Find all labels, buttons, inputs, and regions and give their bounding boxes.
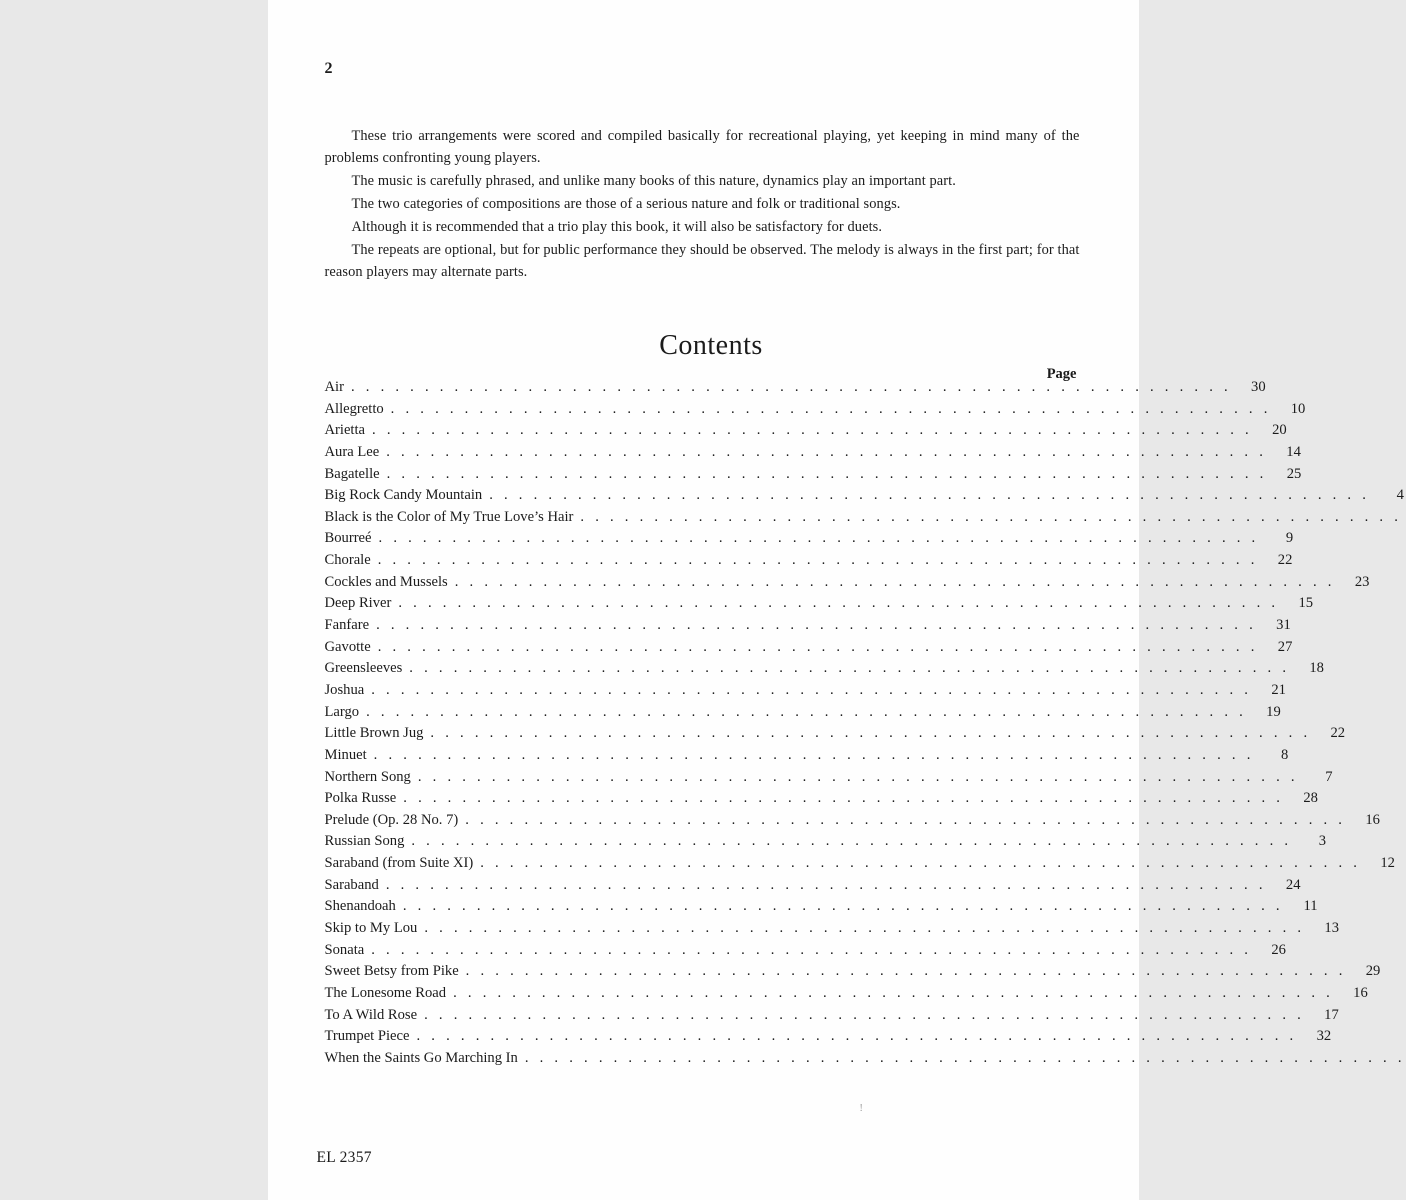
toc-page: 3 xyxy=(1318,833,1327,850)
toc-row xyxy=(324,898,1318,920)
toc-title-cell xyxy=(325,660,1286,677)
dot-leader xyxy=(369,617,1253,634)
dot-leader xyxy=(411,769,1295,786)
toc-title: Prelude (Op. 28 No. 7) xyxy=(324,811,459,828)
toc-title-cell xyxy=(325,466,1264,483)
toc-title-cell xyxy=(325,747,1251,764)
dot-leader xyxy=(359,704,1243,721)
toc-title: Skip to My Lou xyxy=(324,920,418,937)
dot-leader xyxy=(448,574,1332,591)
toc-title-cell xyxy=(325,379,1228,396)
dot-leader xyxy=(518,1050,1402,1067)
toc-row xyxy=(324,530,1294,552)
toc-title: Cockles and Mussels xyxy=(324,573,448,590)
toc-title: Deep River xyxy=(324,595,392,612)
intro-text xyxy=(325,126,1080,285)
toc-page xyxy=(1402,1050,1406,1067)
dot-leader xyxy=(459,963,1343,980)
dot-leader xyxy=(402,660,1286,677)
toc-list xyxy=(324,379,1404,1072)
toc-page: 29 xyxy=(1365,963,1381,980)
toc-title-cell xyxy=(325,422,1249,439)
toc-page: 13 xyxy=(1324,920,1340,937)
toc-title-cell xyxy=(325,704,1243,721)
toc-title: Little Brown Jug xyxy=(324,725,424,742)
dot-leader xyxy=(396,790,1280,807)
toc-title-cell xyxy=(325,1007,1301,1024)
toc-page: 30 xyxy=(1251,379,1266,395)
toc-title: Sonata xyxy=(324,941,365,958)
scanned-book-page xyxy=(268,0,1404,1200)
dot-leader xyxy=(482,487,1366,504)
toc-title-cell xyxy=(325,790,1280,807)
dot-leader xyxy=(379,877,1263,894)
dot-leader xyxy=(391,595,1275,612)
toc-title: Aura Lee xyxy=(324,443,380,460)
toc-page: 19 xyxy=(1266,703,1281,720)
toc-page: 32 xyxy=(1316,1028,1332,1045)
dot-leader xyxy=(371,552,1255,569)
dot-leader xyxy=(365,422,1249,439)
toc-page: 10 xyxy=(1290,400,1306,417)
toc-title: To A Wild Rose xyxy=(324,1006,418,1023)
toc-title-cell xyxy=(325,898,1280,915)
dot-leader xyxy=(573,509,1406,526)
toc-row xyxy=(324,400,1306,423)
toc-title-cell xyxy=(325,942,1248,959)
toc-page: 21 xyxy=(1271,681,1286,698)
toc-title-cell xyxy=(325,920,1302,937)
toc-title-cell xyxy=(325,552,1255,569)
toc-page: 22 xyxy=(1330,725,1346,742)
dot-leader xyxy=(384,401,1268,418)
dot-leader xyxy=(379,444,1263,461)
toc-page: 15 xyxy=(1298,595,1314,612)
page-column-label: Page xyxy=(1046,366,1077,382)
dot-leader xyxy=(417,920,1301,937)
toc-title-cell xyxy=(325,812,1342,829)
toc-title: When the Saints Go Marching In xyxy=(324,1049,518,1066)
dot-leader xyxy=(380,466,1264,483)
toc-row xyxy=(324,1006,1339,1029)
toc-row xyxy=(324,552,1293,574)
toc-page: 7 xyxy=(1325,768,1333,785)
toc-page: 25 xyxy=(1286,465,1302,482)
dot-leader xyxy=(458,812,1342,829)
toc-row xyxy=(324,703,1281,726)
dot-leader xyxy=(364,682,1248,699)
toc-title-cell xyxy=(325,595,1276,612)
toc-page: 9 xyxy=(1285,530,1294,547)
toc-title: Shenandoah xyxy=(324,898,396,915)
toc-title-cell xyxy=(325,769,1295,786)
toc-page: 27 xyxy=(1277,638,1293,655)
toc-row xyxy=(324,790,1318,812)
toc-title: Chorale xyxy=(324,552,371,569)
toc-page: 8 xyxy=(1281,746,1289,763)
toc-title: Big Rock Candy Mountain xyxy=(324,487,483,504)
toc-title-cell xyxy=(325,487,1366,504)
toc-title: Sweet Betsy from Pike xyxy=(324,963,459,980)
toc-title: Bagatelle xyxy=(324,465,380,482)
toc-title: Allegretto xyxy=(324,400,384,417)
toc-row xyxy=(324,660,1324,682)
toc-row xyxy=(324,617,1291,639)
toc-page: 26 xyxy=(1271,941,1286,958)
toc-title-cell xyxy=(325,444,1263,461)
toc-title: Gavotte xyxy=(324,638,371,655)
toc-page: 16 xyxy=(1365,811,1380,828)
toc-title-cell xyxy=(325,963,1343,980)
toc-page: 14 xyxy=(1286,443,1301,460)
toc-page: 20 xyxy=(1272,422,1287,439)
toc-page: 31 xyxy=(1276,617,1291,634)
toc-title-cell xyxy=(325,833,1289,850)
intro-paragraph: The music is carefully phrased, and unlike many books of this nature, dynamics play an important part. xyxy=(351,172,956,189)
toc-row xyxy=(324,984,1368,1007)
dot-leader xyxy=(404,833,1288,850)
toc-row xyxy=(324,595,1314,617)
dot-leader xyxy=(344,379,1228,396)
toc-title-cell xyxy=(325,574,1332,591)
toc-title: Joshua xyxy=(324,681,365,698)
toc-title: Russian Song xyxy=(324,833,405,850)
toc-title-cell xyxy=(325,1028,1294,1045)
toc-row xyxy=(324,811,1380,834)
toc-title: Fanfare xyxy=(324,617,370,634)
toc-title-cell xyxy=(325,985,1330,1002)
dot-leader xyxy=(371,639,1255,656)
toc-row xyxy=(324,725,1346,747)
toc-row xyxy=(324,379,1266,401)
toc-row xyxy=(324,920,1340,942)
toc-page: 18 xyxy=(1309,660,1324,677)
dot-leader xyxy=(367,747,1251,764)
toc-title: Black is the Color of My True Love’s Hair xyxy=(324,508,574,525)
dot-leader xyxy=(473,855,1357,872)
intro-paragraph: These trio arrangements were scored and compiled basically for recreational playing, yet keeping in mind many of the problems confronting young players. xyxy=(324,128,1080,166)
toc-title: Bourreé xyxy=(324,530,372,547)
toc-page: 24 xyxy=(1285,876,1301,893)
toc-title-cell xyxy=(325,877,1263,894)
catalog-number: EL 2357 xyxy=(316,1149,372,1166)
toc-title: Saraband xyxy=(324,876,379,893)
intro-paragraph: The repeats are optional, but for public performance they should be observed. The melody is always in the first part; for that reason players may alternate parts. xyxy=(324,241,1080,280)
dot-leader xyxy=(364,942,1248,959)
toc-row xyxy=(324,681,1286,704)
toc-row xyxy=(324,746,1289,769)
toc-row xyxy=(325,509,1078,531)
dot-leader xyxy=(446,985,1330,1002)
toc-title: The Lonesome Road xyxy=(324,984,447,1001)
toc-page: 4 xyxy=(1396,487,1404,504)
toc-title: Trumpet Piece xyxy=(324,1028,410,1045)
scan-speck: ! xyxy=(859,1103,863,1114)
intro-paragraph: Although it is recommended that a trio play this book, it will also be satisfactory for duets. xyxy=(351,218,883,235)
toc-row xyxy=(324,876,1301,899)
toc-row xyxy=(324,941,1286,964)
toc-row xyxy=(324,833,1327,855)
toc-row xyxy=(324,443,1301,466)
toc-title: Largo xyxy=(324,703,360,720)
toc-title: Saraband (from Suite XI) xyxy=(324,855,474,872)
dot-leader xyxy=(372,530,1256,547)
toc-title-cell xyxy=(325,639,1255,656)
toc-title-cell xyxy=(325,509,1406,526)
toc-title: Minuet xyxy=(324,746,367,763)
toc-row xyxy=(324,1028,1332,1050)
toc-title-cell xyxy=(325,682,1248,699)
dot-leader xyxy=(410,1028,1294,1045)
contents-heading: Contents xyxy=(659,330,763,361)
toc-page: 17 xyxy=(1324,1006,1339,1023)
toc-title: Arietta xyxy=(324,422,366,439)
toc-title: Polka Russe xyxy=(324,790,397,807)
toc-row xyxy=(324,768,1333,791)
toc-row xyxy=(325,1050,1078,1072)
toc-page: 23 xyxy=(1354,573,1370,590)
toc-page: 28 xyxy=(1303,790,1318,807)
toc-title: Greensleeves xyxy=(324,660,403,677)
dot-leader xyxy=(396,898,1280,915)
toc-row xyxy=(324,573,1370,596)
toc-row xyxy=(324,487,1404,509)
toc-title: Northern Song xyxy=(324,768,411,785)
toc-title-cell xyxy=(325,725,1308,742)
toc-page: 11 xyxy=(1303,898,1318,915)
toc-row xyxy=(324,638,1293,661)
intro-paragraph: The two categories of compositions are those of a serious nature and folk or traditional songs. xyxy=(351,195,901,212)
toc-title: Air xyxy=(324,379,344,395)
toc-title-cell xyxy=(325,530,1256,547)
dot-leader xyxy=(423,725,1307,742)
toc-title-cell xyxy=(325,401,1268,418)
toc-row xyxy=(324,963,1381,985)
toc-title-cell xyxy=(325,1050,1402,1067)
toc-title-cell xyxy=(325,617,1253,634)
dot-leader xyxy=(417,1007,1301,1024)
toc-row xyxy=(324,422,1287,444)
toc-page: 12 xyxy=(1380,855,1395,872)
toc-page: 22 xyxy=(1277,552,1293,569)
page-number: 2 xyxy=(324,60,333,77)
toc-row xyxy=(324,465,1302,488)
toc-row xyxy=(324,855,1395,877)
toc-title-cell xyxy=(325,855,1357,872)
toc-page: 16 xyxy=(1353,984,1368,1001)
